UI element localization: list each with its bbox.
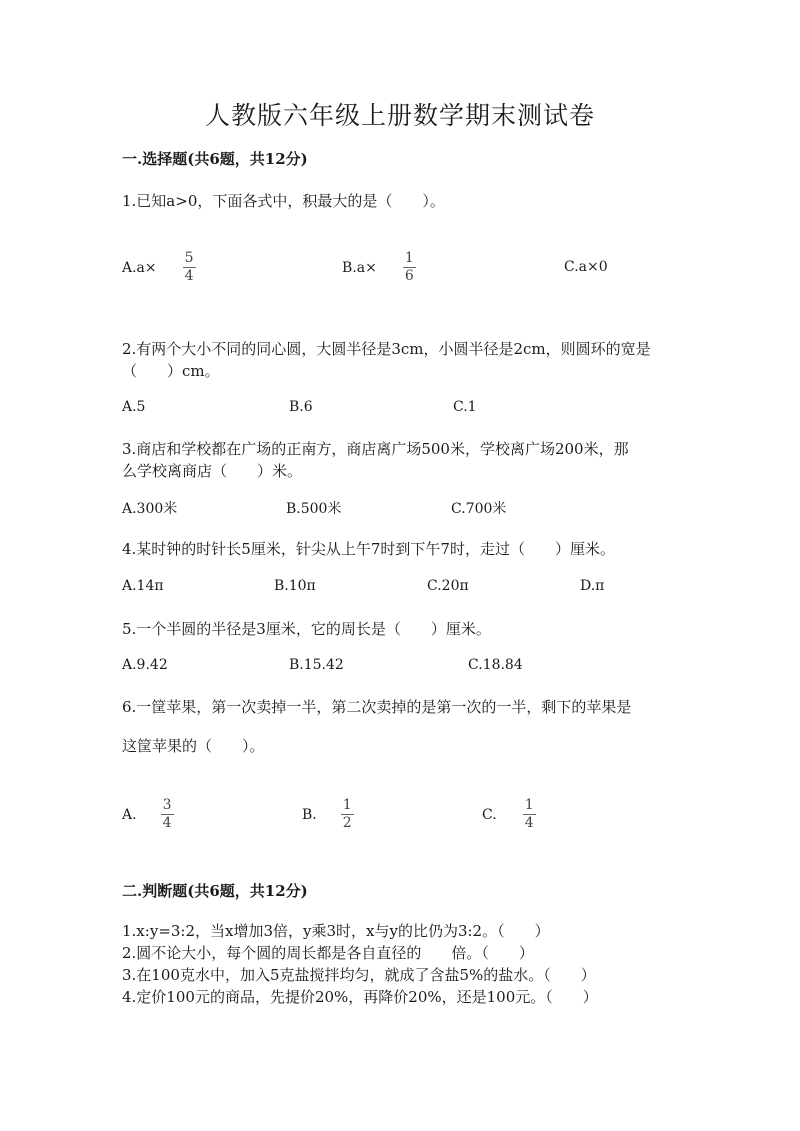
option-label: C. bbox=[482, 806, 497, 823]
question-3-option-a: A.300米 bbox=[122, 501, 178, 517]
fraction-numerator: 1 bbox=[404, 250, 414, 266]
question-1-text: 1.已知a>0，下面各式中，积最大的是（ ）。 bbox=[122, 192, 445, 210]
judgement-item-4: 4.定价100元的商品，先提价20%，再降价20%，还是100元。（ ） bbox=[122, 988, 598, 1006]
question-6-line-2: 这筐苹果的（ ）。 bbox=[122, 737, 265, 755]
option-label: B. bbox=[302, 806, 317, 823]
question-2-option-a: A.5 bbox=[122, 399, 146, 415]
fraction bbox=[183, 250, 196, 285]
question-3-line-2: 么学校离商店（ ）米。 bbox=[122, 462, 303, 480]
question-4-option-c: C.20π bbox=[427, 578, 469, 594]
fraction-numerator: 1 bbox=[524, 797, 534, 813]
fraction-numerator: 5 bbox=[184, 250, 194, 266]
section-heading-choice: 一.选择题(共6题，共12分) bbox=[122, 150, 308, 168]
question-3-option-b: B.500米 bbox=[286, 501, 342, 517]
question-6-option-b bbox=[302, 797, 354, 832]
judgement-item-3: 3.在100克水中，加入5克盐搅拌均匀，就成了含盐5%的盐水。（ ） bbox=[122, 966, 596, 984]
question-6-line-1: 6.一筐苹果，第一次卖掉一半，第二次卖掉的是第一次的一半，剩下的苹果是 bbox=[122, 698, 632, 716]
question-3-option-c: C.700米 bbox=[451, 501, 507, 517]
question-2-line-2: （ ）cm。 bbox=[122, 362, 220, 380]
question-6-option-a bbox=[122, 797, 174, 832]
question-4-text: 4.某时钟的时针长5厘米，针尖从上午7时到下午7时，走过（ ）厘米。 bbox=[122, 540, 615, 558]
question-2-line-1: 2.有两个大小不同的同心圆，大圆半径是3cm，小圆半径是2cm，则圆环的宽是 bbox=[122, 340, 651, 358]
question-1-option-a bbox=[122, 250, 196, 285]
fraction-numerator: 1 bbox=[342, 797, 352, 813]
fraction bbox=[341, 797, 354, 832]
question-5-option-c: C.18.84 bbox=[468, 657, 523, 673]
judgement-item-1: 1.x:y=3:2，当x增加3倍，y乘3时，x与y的比仍为3:2。（ ） bbox=[122, 922, 550, 940]
fraction bbox=[161, 797, 174, 832]
option-label: B.a× bbox=[342, 259, 377, 276]
page-title: 人教版六年级上册数学期末测试卷 bbox=[204, 101, 595, 130]
question-3-line-1: 3.商店和学校都在广场的正南方，商店离广场500米，学校离广场200米，那 bbox=[122, 440, 629, 458]
fraction bbox=[523, 797, 536, 832]
question-4-option-a: A.14π bbox=[122, 578, 164, 594]
fraction-numerator: 3 bbox=[162, 797, 172, 813]
question-4-option-d: D.π bbox=[580, 578, 605, 594]
fraction-denominator: 4 bbox=[524, 815, 534, 831]
judgement-item-2: 2.圆不论大小，每个圆的周长都是各自直径的 倍。（ ） bbox=[122, 944, 534, 962]
question-2-option-c: C.1 bbox=[453, 399, 477, 415]
question-1-option-c: C.a×0 bbox=[564, 259, 608, 275]
option-label: A. bbox=[122, 806, 137, 823]
fraction-denominator: 4 bbox=[184, 268, 194, 284]
section-heading-judgement: 二.判断题(共6题，共12分) bbox=[122, 882, 308, 900]
fraction-denominator: 4 bbox=[162, 815, 172, 831]
option-label: A.a× bbox=[122, 259, 157, 276]
question-1-option-b bbox=[342, 250, 416, 285]
question-4-option-b: B.10π bbox=[274, 578, 316, 594]
fraction-denominator: 2 bbox=[342, 815, 352, 831]
fraction bbox=[403, 250, 416, 285]
question-5-option-b: B.15.42 bbox=[289, 657, 344, 673]
question-5-option-a: A.9.42 bbox=[122, 657, 168, 673]
question-2-option-b: B.6 bbox=[289, 399, 313, 415]
question-6-option-c bbox=[482, 797, 536, 832]
fraction-denominator: 6 bbox=[404, 268, 414, 284]
question-5-text: 5.一个半圆的半径是3厘米，它的周长是（ ）厘米。 bbox=[122, 620, 491, 638]
